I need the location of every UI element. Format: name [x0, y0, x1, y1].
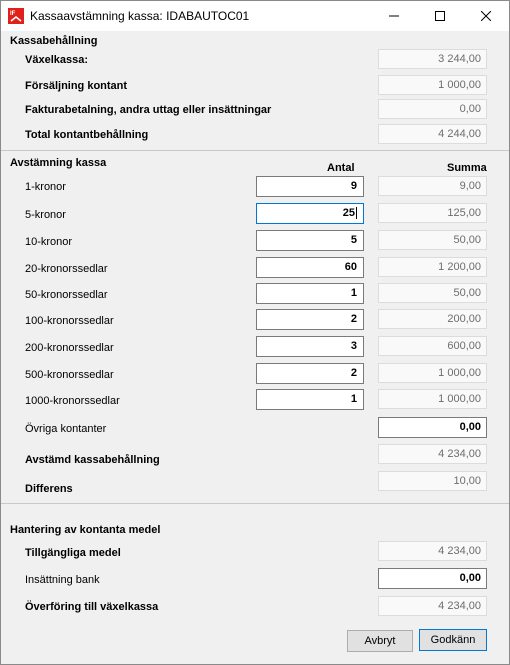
section-divider: [1, 150, 509, 151]
vaxelkassa-label: Växelkassa:: [25, 54, 88, 66]
ovriga-kontanter-label: Övriga kontanter: [25, 423, 107, 435]
denomination-label: 5-kronor: [25, 209, 66, 221]
insattning-bank-input[interactable]: 0,00: [378, 568, 487, 589]
antal-input-100-kronorssedlar[interactable]: 2: [256, 309, 364, 330]
forsaljning-kontant-field: 1 000,00: [378, 75, 487, 95]
differens-label: Differens: [25, 483, 73, 495]
summa-field-10-kronor: 50,00: [378, 230, 487, 250]
overforing-vaxelkassa-field: 4 234,00: [378, 596, 487, 616]
avstamd-kassabehallning-field: 4 234,00: [378, 444, 487, 464]
window-title: Kassaavstämning kassa: IDABAUTOC01: [30, 9, 250, 23]
summa-field-1-kronor: 9,00: [378, 176, 487, 196]
denomination-label: 500-kronorssedlar: [25, 369, 114, 381]
total-kontantbehallning-field: 4 244,00: [378, 124, 487, 144]
avstamd-kassabehallning-label: Avstämd kassabehållning: [25, 454, 160, 466]
cancel-button[interactable]: Avbryt: [347, 630, 413, 652]
tillgangliga-medel-field: 4 234,00: [378, 541, 487, 561]
summa-field-5-kronor: 125,00: [378, 203, 487, 223]
insattning-bank-label: Insättning bank: [25, 574, 100, 586]
differens-field: 10,00: [378, 471, 487, 491]
antal-input-10-kronor[interactable]: 5: [256, 230, 364, 251]
total-kontantbehallning-label: Total kontantbehållning: [25, 129, 149, 141]
summa-field-500-kronorssedlar: 1 000,00: [378, 363, 487, 383]
summa-field-100-kronorssedlar: 200,00: [378, 309, 487, 329]
minimize-button[interactable]: [371, 1, 417, 31]
section-kassabehallning-heading: Kassabehållning: [10, 35, 98, 47]
summa-field-20-kronorssedlar: 1 200,00: [378, 257, 487, 277]
antal-input-500-kronorssedlar[interactable]: 2: [256, 363, 364, 384]
section-avstamning-heading: Avstämning kassa: [10, 157, 107, 169]
vaxelkassa-field: 3 244,00: [378, 49, 487, 69]
denomination-label: 1000-kronorssedlar: [25, 395, 120, 407]
svg-text:IF: IF: [10, 11, 16, 17]
antal-input-5-kronor[interactable]: [256, 203, 364, 224]
text-caret: [356, 207, 357, 219]
denomination-label: 200-kronorssedlar: [25, 342, 114, 354]
antal-input-1000-kronorssedlar[interactable]: 1: [256, 389, 364, 410]
title-bar[interactable]: [1, 1, 509, 31]
column-header-summa: Summa: [447, 162, 487, 174]
minimize-icon: [389, 11, 399, 21]
close-button[interactable]: [463, 1, 509, 31]
summa-field-50-kronorssedlar: 50,00: [378, 283, 487, 303]
denomination-label: 100-kronorssedlar: [25, 315, 114, 327]
ok-button[interactable]: Godkänn: [419, 629, 487, 651]
fakturabetalning-field: 0,00: [378, 99, 487, 119]
forsaljning-kontant-label: Försäljning kontant: [25, 80, 128, 92]
ovriga-kontanter-input[interactable]: 0,00: [378, 417, 487, 438]
antal-input-50-kronorssedlar[interactable]: 1: [256, 283, 364, 304]
summa-field-1000-kronorssedlar: 1 000,00: [378, 389, 487, 409]
denomination-label: 1-kronor: [25, 181, 66, 193]
maximize-button[interactable]: [417, 1, 463, 31]
column-header-antal: Antal: [327, 162, 355, 174]
denomination-label: 50-kronorssedlar: [25, 289, 108, 301]
antal-input-20-kronorssedlar[interactable]: 60: [256, 257, 364, 278]
fakturabetalning-label: Fakturabetalning, andra uttag eller insättningar: [25, 104, 272, 116]
antal-input-200-kronorssedlar[interactable]: 3: [256, 336, 364, 357]
tillgangliga-medel-label: Tillgängliga medel: [25, 547, 121, 559]
summa-field-200-kronorssedlar: 600,00: [378, 336, 487, 356]
app-logo-icon: [8, 8, 24, 24]
maximize-icon: [435, 11, 445, 21]
denomination-label: 10-kronor: [25, 236, 73, 248]
section-divider: [1, 503, 509, 504]
section-hantering-heading: Hantering av kontanta medel: [10, 524, 161, 536]
close-icon: [481, 11, 491, 21]
denomination-label: 20-kronorssedlar: [25, 263, 108, 275]
antal-value: 25: [342, 207, 355, 219]
overforing-vaxelkassa-label: Överföring till växelkassa: [25, 601, 159, 613]
antal-input-1-kronor[interactable]: 9: [256, 176, 364, 197]
dialog-content: [1, 31, 509, 664]
